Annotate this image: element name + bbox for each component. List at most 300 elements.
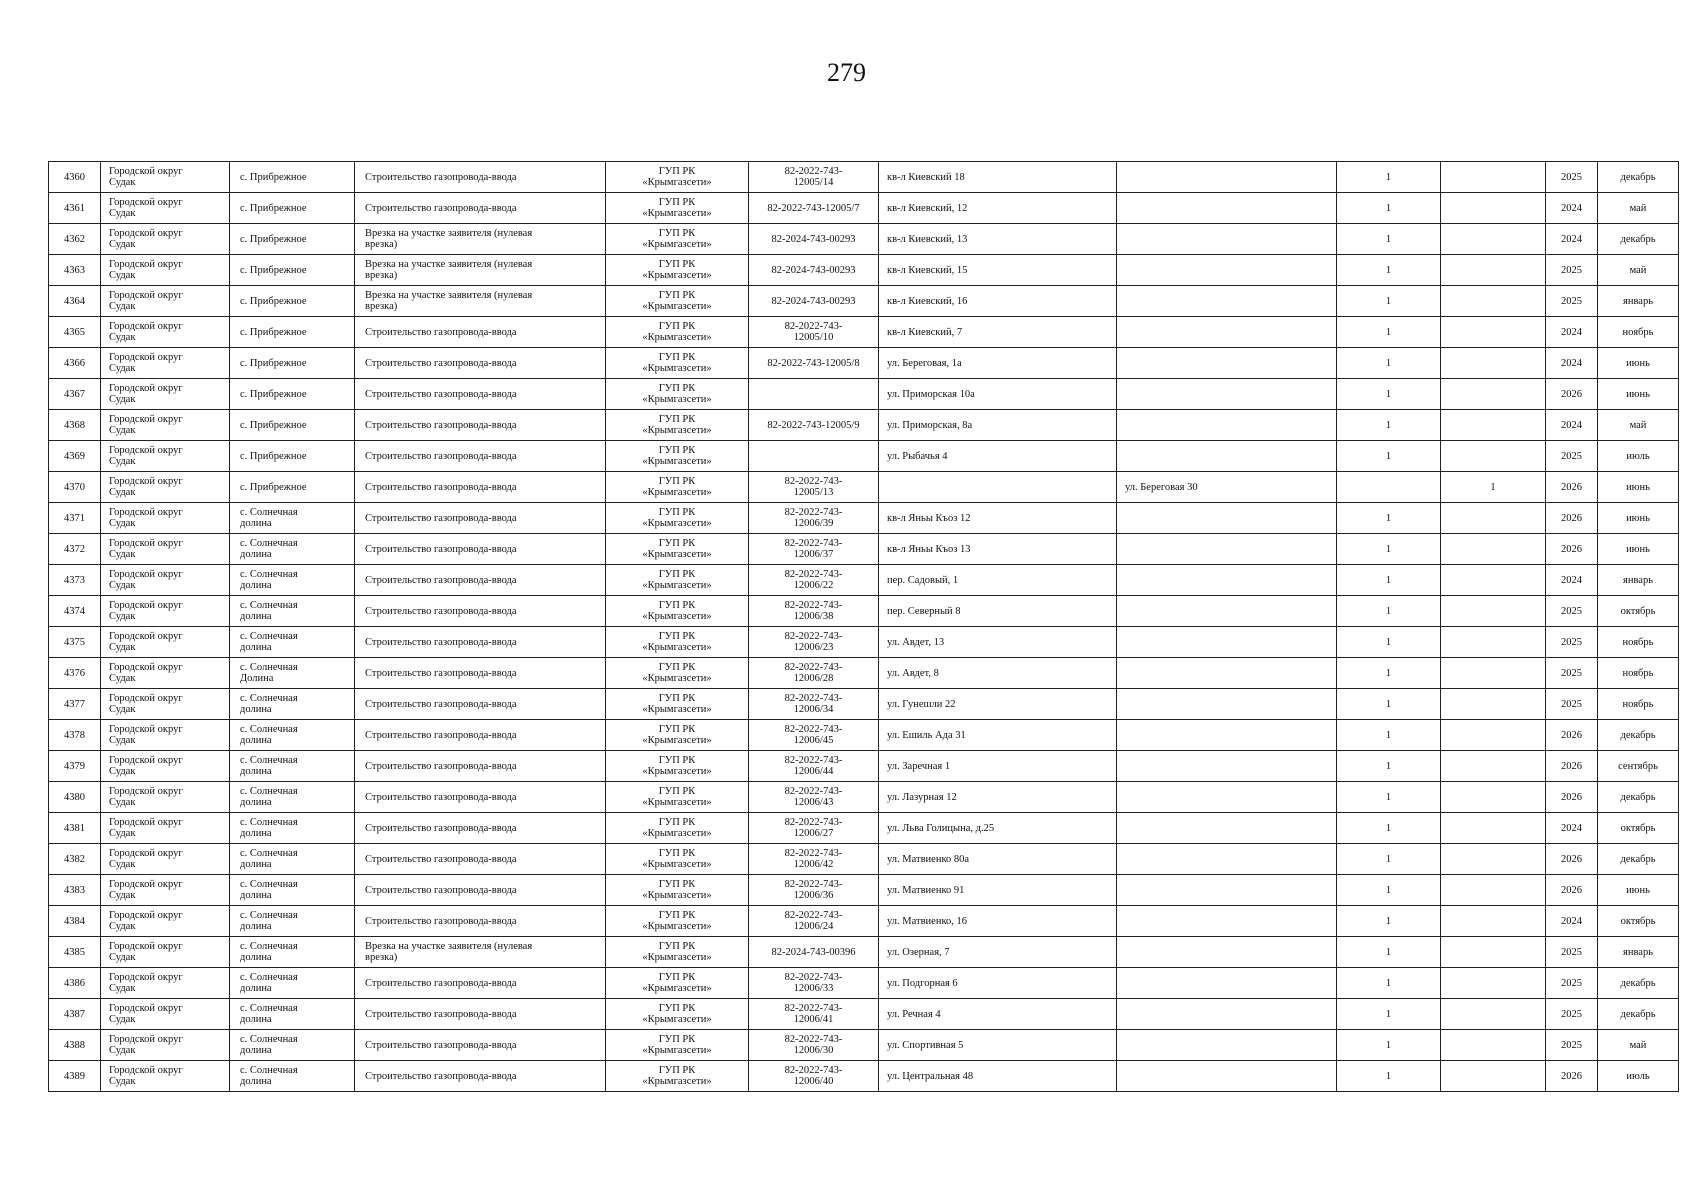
locality-line: с. Солнечная (240, 1065, 298, 1076)
address-cell: ул. Озерная, 7 (879, 937, 1117, 968)
locality-line: с. Прибрежное (240, 357, 307, 369)
count-alt-cell (1441, 937, 1546, 968)
municipality-cell (101, 503, 230, 534)
address-alt-cell (1117, 503, 1337, 534)
count-cell: 1 (1337, 751, 1441, 782)
count-alt-cell (1441, 844, 1546, 875)
count-alt-cell (1441, 813, 1546, 844)
municipality-cell (101, 255, 230, 286)
address-cell: кв-л Киевский, 16 (879, 286, 1117, 317)
locality-line: с. Солнечная (240, 910, 298, 921)
address-alt-cell (1117, 534, 1337, 565)
project-code-cell (749, 627, 879, 658)
row-number-cell: 4371 (49, 503, 101, 534)
work-type-line: Строительство газопровода-ввода (365, 698, 517, 710)
organization-line: ГУП РК (658, 662, 696, 673)
organization-line: «Крымгазсети» (642, 425, 712, 436)
month-cell: июнь (1598, 472, 1679, 503)
table-row (49, 162, 1679, 193)
month-cell: июль (1598, 1061, 1679, 1092)
locality-line: долина (240, 735, 272, 746)
organization-line: ГУП РК (658, 259, 696, 270)
organization-cell (606, 844, 749, 875)
project-code-cell (749, 224, 879, 255)
month-cell: ноябрь (1598, 658, 1679, 689)
municipality-line: Городской округ (109, 848, 183, 859)
municipality-cell (101, 193, 230, 224)
locality-cell (230, 751, 355, 782)
work-type-line: Строительство газопровода-ввода (365, 729, 517, 741)
organization-line: «Крымгазсети» (642, 921, 712, 932)
project-code-cell (749, 875, 879, 906)
locality-line: с. Прибрежное (240, 264, 307, 276)
organization-line: ГУП РК (658, 817, 696, 828)
project-code-cell (749, 968, 879, 999)
municipality-line: Городской округ (109, 197, 183, 208)
organization-line: ГУП РК (658, 538, 696, 549)
row-number-cell: 4365 (49, 317, 101, 348)
work-type-cell (355, 658, 606, 689)
organization-line: ГУП РК (658, 321, 696, 332)
count-alt-cell (1441, 999, 1546, 1030)
work-type-line: Строительство газопровода-ввода (365, 605, 517, 617)
address-cell: ул. Приморская 10а (879, 379, 1117, 410)
locality-line: долина (240, 518, 272, 529)
month-cell: июнь (1598, 379, 1679, 410)
municipality-line: Городской округ (109, 166, 183, 177)
work-type-cell (355, 1061, 606, 1092)
organization-line: «Крымгазсети» (642, 735, 712, 746)
municipality-line: Городской округ (109, 259, 183, 270)
work-type-line: Строительство газопровода-ввода (365, 1008, 517, 1020)
project-code-line: 82-2022-743- (784, 662, 843, 673)
locality-cell (230, 1030, 355, 1061)
project-code-line: 82-2024-743-00293 (771, 295, 856, 307)
address-alt-cell (1117, 751, 1337, 782)
address-alt-cell (1117, 255, 1337, 286)
locality-cell (230, 627, 355, 658)
work-type-line: Строительство газопровода-ввода (365, 543, 517, 555)
locality-line: с. Солнечная (240, 507, 298, 518)
project-code-cell (749, 1061, 879, 1092)
work-type-cell (355, 1030, 606, 1061)
month-cell: октябрь (1598, 906, 1679, 937)
project-code-line: 82-2022-743- (784, 166, 843, 177)
year-cell: 2025 (1546, 441, 1598, 472)
work-type-line: Строительство газопровода-ввода (365, 574, 517, 586)
locality-line: с. Прибрежное (240, 326, 307, 338)
municipality-cell (101, 534, 230, 565)
address-alt-cell (1117, 565, 1337, 596)
municipality-line: Городской округ (109, 600, 183, 611)
count-cell: 1 (1337, 286, 1441, 317)
locality-cell (230, 503, 355, 534)
locality-line: с. Солнечная (240, 600, 298, 611)
address-alt-cell (1117, 1030, 1337, 1061)
year-cell: 2025 (1546, 162, 1598, 193)
project-code-cell (749, 937, 879, 968)
work-type-line: Строительство газопровода-ввода (365, 512, 517, 524)
row-number-cell: 4382 (49, 844, 101, 875)
organization-line: «Крымгазсети» (642, 828, 712, 839)
address-cell: ул. Центральная 48 (879, 1061, 1117, 1092)
address-cell: ул. Спортивная 5 (879, 1030, 1117, 1061)
organization-cell (606, 658, 749, 689)
count-cell: 1 (1337, 224, 1441, 255)
organization-cell (606, 410, 749, 441)
work-type-line: Строительство газопровода-ввода (365, 1070, 517, 1082)
project-code-line: 12005/13 (793, 487, 834, 498)
project-code-cell (749, 844, 879, 875)
project-code-line: 82-2022-743- (784, 476, 843, 487)
address-cell: ул. Заречная 1 (879, 751, 1117, 782)
work-type-cell (355, 286, 606, 317)
row-number-cell: 4381 (49, 813, 101, 844)
address-alt-cell (1117, 968, 1337, 999)
project-code-line: 12006/30 (793, 1045, 834, 1056)
address-alt-cell (1117, 720, 1337, 751)
locality-line: с. Прибрежное (240, 481, 307, 493)
locality-line: с. Солнечная (240, 972, 298, 983)
month-cell: декабрь (1598, 720, 1679, 751)
organization-cell (606, 379, 749, 410)
project-code-cell (749, 565, 879, 596)
work-type-line: Строительство газопровода-ввода (365, 853, 517, 865)
organization-line: «Крымгазсети» (642, 177, 712, 188)
row-number-cell: 4364 (49, 286, 101, 317)
year-cell: 2025 (1546, 689, 1598, 720)
address-alt-cell (1117, 348, 1337, 379)
work-type-line: Строительство газопровода-ввода (365, 450, 517, 462)
project-code-cell (749, 689, 879, 720)
organization-cell (606, 875, 749, 906)
municipality-cell (101, 224, 230, 255)
locality-cell (230, 937, 355, 968)
locality-cell (230, 596, 355, 627)
count-cell: 1 (1337, 813, 1441, 844)
table-row (49, 968, 1679, 999)
work-type-line: Строительство газопровода-ввода (365, 357, 517, 369)
work-type-cell (355, 999, 606, 1030)
page-number: 279 (827, 58, 866, 87)
count-cell: 1 (1337, 782, 1441, 813)
address-cell: пер. Северный 8 (879, 596, 1117, 627)
locality-line: с. Солнечная (240, 1003, 298, 1014)
work-type-line: Строительство газопровода-ввода (365, 171, 517, 183)
organization-line: «Крымгазсети» (642, 1076, 712, 1087)
row-number-cell: 4372 (49, 534, 101, 565)
count-cell: 1 (1337, 379, 1441, 410)
organization-line: «Крымгазсети» (642, 797, 712, 808)
project-code-line: 12006/44 (793, 766, 834, 777)
row-number-cell: 4383 (49, 875, 101, 906)
work-type-line: Строительство газопровода-ввода (365, 822, 517, 834)
municipality-line: Судак (109, 735, 136, 746)
organization-line: «Крымгазсети» (642, 890, 712, 901)
project-code-cell (749, 813, 879, 844)
locality-line: долина (240, 797, 272, 808)
count-alt-cell (1441, 410, 1546, 441)
project-code-line: 82-2022-743- (784, 321, 843, 332)
table-row (49, 348, 1679, 379)
row-number-cell: 4368 (49, 410, 101, 441)
municipality-cell (101, 813, 230, 844)
work-type-line: Врезка на участке заявителя (нулевая (365, 259, 533, 270)
locality-line: с. Солнечная (240, 1034, 298, 1045)
organization-cell (606, 286, 749, 317)
locality-cell (230, 689, 355, 720)
work-type-line: Строительство газопровода-ввода (365, 1039, 517, 1051)
organization-cell (606, 472, 749, 503)
month-cell: январь (1598, 286, 1679, 317)
year-cell: 2026 (1546, 1061, 1598, 1092)
table-row (49, 379, 1679, 410)
row-number-cell: 4361 (49, 193, 101, 224)
project-code-line: 82-2022-743- (784, 786, 843, 797)
table-row (49, 503, 1679, 534)
municipality-line: Судак (109, 487, 136, 498)
locality-line: с. Прибрежное (240, 202, 307, 214)
count-alt-cell (1441, 1030, 1546, 1061)
locality-cell (230, 348, 355, 379)
project-code-cell (749, 720, 879, 751)
municipality-line: Городской округ (109, 476, 183, 487)
work-type-line: врезка) (365, 270, 398, 281)
work-type-cell (355, 968, 606, 999)
address-alt-cell (1117, 162, 1337, 193)
locality-cell (230, 162, 355, 193)
organization-cell (606, 720, 749, 751)
organization-line: ГУП РК (658, 383, 696, 394)
municipality-line: Судак (109, 394, 136, 405)
row-number-cell: 4384 (49, 906, 101, 937)
locality-line: долина (240, 611, 272, 622)
row-number-cell: 4380 (49, 782, 101, 813)
table-row (49, 286, 1679, 317)
year-cell: 2024 (1546, 193, 1598, 224)
organization-line: «Крымгазсети» (642, 611, 712, 622)
municipality-line: Городской округ (109, 631, 183, 642)
municipality-line: Судак (109, 766, 136, 777)
address-cell: ул. Матвиенко 80а (879, 844, 1117, 875)
count-alt-cell (1441, 596, 1546, 627)
project-code-line: 82-2022-743-12005/8 (767, 357, 860, 369)
municipality-line: Городской округ (109, 1003, 183, 1014)
work-type-cell (355, 596, 606, 627)
project-code-cell (749, 162, 879, 193)
gas-connection-register-table (48, 161, 1679, 1092)
project-code-line: 12006/41 (793, 1014, 834, 1025)
work-type-line: Строительство газопровода-ввода (365, 884, 517, 896)
organization-line: «Крымгазсети» (642, 518, 712, 529)
count-alt-cell (1441, 255, 1546, 286)
municipality-line: Городской округ (109, 507, 183, 518)
locality-line: с. Солнечная (240, 879, 298, 890)
month-cell: декабрь (1598, 968, 1679, 999)
count-alt-cell (1441, 1061, 1546, 1092)
project-code-line: 12006/38 (793, 611, 834, 622)
row-number-cell: 4388 (49, 1030, 101, 1061)
count-cell: 1 (1337, 162, 1441, 193)
locality-cell (230, 255, 355, 286)
table-row (49, 844, 1679, 875)
municipality-cell (101, 844, 230, 875)
locality-cell (230, 441, 355, 472)
locality-line: долина (240, 1045, 272, 1056)
year-cell: 2025 (1546, 596, 1598, 627)
municipality-cell (101, 720, 230, 751)
municipality-line: Судак (109, 704, 136, 715)
year-cell: 2025 (1546, 937, 1598, 968)
count-cell: 1 (1337, 968, 1441, 999)
address-alt-cell (1117, 782, 1337, 813)
municipality-line: Городской округ (109, 662, 183, 673)
address-alt-cell (1117, 286, 1337, 317)
municipality-line: Судак (109, 797, 136, 808)
row-number-cell: 4362 (49, 224, 101, 255)
month-cell: январь (1598, 565, 1679, 596)
municipality-line: Городской округ (109, 1034, 183, 1045)
address-alt-cell (1117, 813, 1337, 844)
municipality-line: Судак (109, 518, 136, 529)
locality-line: с. Солнечная (240, 662, 298, 673)
locality-cell (230, 906, 355, 937)
municipality-cell (101, 596, 230, 627)
municipality-line: Городской округ (109, 414, 183, 425)
organization-line: «Крымгазсети» (642, 673, 712, 684)
organization-line: ГУП РК (658, 197, 696, 208)
row-number-cell: 4385 (49, 937, 101, 968)
project-code-line: 82-2022-743- (784, 693, 843, 704)
project-code-cell (749, 906, 879, 937)
municipality-line: Городской округ (109, 910, 183, 921)
work-type-line: Строительство газопровода-ввода (365, 760, 517, 772)
municipality-line: Городской округ (109, 1065, 183, 1076)
year-cell: 2026 (1546, 844, 1598, 875)
month-cell: июнь (1598, 348, 1679, 379)
project-code-cell (749, 596, 879, 627)
table-row (49, 751, 1679, 782)
address-cell: ул. Гунешли 22 (879, 689, 1117, 720)
project-code-cell (749, 193, 879, 224)
municipality-cell (101, 937, 230, 968)
work-type-line: Строительство газопровода-ввода (365, 326, 517, 338)
project-code-cell (749, 999, 879, 1030)
project-code-line: 82-2022-743- (784, 724, 843, 735)
work-type-cell (355, 255, 606, 286)
organization-line: ГУП РК (658, 1065, 696, 1076)
organization-line: ГУП РК (658, 941, 696, 952)
count-alt-cell (1441, 379, 1546, 410)
project-code-line: 82-2022-743- (784, 507, 843, 518)
address-cell: ул. Матвиенко, 16 (879, 906, 1117, 937)
project-code-line: 12006/43 (793, 797, 834, 808)
work-type-cell (355, 720, 606, 751)
project-code-cell (749, 379, 879, 410)
row-number-cell: 4363 (49, 255, 101, 286)
work-type-cell (355, 627, 606, 658)
count-alt-cell (1441, 720, 1546, 751)
locality-line: с. Солнечная (240, 724, 298, 735)
work-type-line: Строительство газопровода-ввода (365, 667, 517, 679)
work-type-cell (355, 472, 606, 503)
work-type-line: врезка) (365, 301, 398, 312)
address-cell: ул. Приморская, 8а (879, 410, 1117, 441)
row-number-cell: 4370 (49, 472, 101, 503)
locality-line: с. Солнечная (240, 817, 298, 828)
project-code-line: 12006/42 (793, 859, 834, 870)
organization-cell (606, 162, 749, 193)
municipality-line: Городской округ (109, 724, 183, 735)
locality-line: Долина (240, 673, 274, 684)
table-row (49, 627, 1679, 658)
organization-line: «Крымгазсети» (642, 456, 712, 467)
locality-cell (230, 999, 355, 1030)
table-body (49, 162, 1679, 1092)
address-alt-cell (1117, 658, 1337, 689)
address-alt-cell (1117, 317, 1337, 348)
municipality-line: Судак (109, 673, 136, 684)
month-cell: декабрь (1598, 844, 1679, 875)
month-cell: октябрь (1598, 813, 1679, 844)
municipality-cell (101, 627, 230, 658)
work-type-cell (355, 162, 606, 193)
work-type-cell (355, 224, 606, 255)
address-alt-cell (1117, 224, 1337, 255)
count-alt-cell (1441, 565, 1546, 596)
municipality-line: Судак (109, 456, 136, 467)
table-row (49, 782, 1679, 813)
municipality-line: Судак (109, 363, 136, 374)
address-alt-cell: ул. Береговая 30 (1117, 472, 1337, 503)
work-type-line: Врезка на участке заявителя (нулевая (365, 228, 533, 239)
month-cell: декабрь (1598, 162, 1679, 193)
count-cell: 1 (1337, 317, 1441, 348)
locality-line: с. Прибрежное (240, 388, 307, 400)
project-code-cell (749, 658, 879, 689)
year-cell: 2025 (1546, 286, 1598, 317)
address-cell: кв-л Киевский 18 (879, 162, 1117, 193)
project-code-line: 12006/34 (793, 704, 834, 715)
municipality-line: Городской округ (109, 972, 183, 983)
municipality-line: Судак (109, 859, 136, 870)
address-alt-cell (1117, 1061, 1337, 1092)
year-cell: 2025 (1546, 999, 1598, 1030)
address-cell: ул. Рыбачья 4 (879, 441, 1117, 472)
count-cell: 1 (1337, 844, 1441, 875)
count-cell: 1 (1337, 193, 1441, 224)
organization-cell (606, 317, 749, 348)
row-number-cell: 4386 (49, 968, 101, 999)
project-code-cell (749, 286, 879, 317)
work-type-cell (355, 689, 606, 720)
project-code-line: 82-2024-743-00293 (771, 264, 856, 276)
table-row (49, 410, 1679, 441)
row-number-cell: 4378 (49, 720, 101, 751)
project-code-cell (749, 317, 879, 348)
locality-line: долина (240, 828, 272, 839)
municipality-line: Судак (109, 1014, 136, 1025)
project-code-line: 12005/10 (793, 332, 834, 343)
project-code-line: 12006/27 (793, 828, 834, 839)
organization-line: «Крымгазсети» (642, 394, 712, 405)
address-cell: ул. Лазурная 12 (879, 782, 1117, 813)
municipality-cell (101, 906, 230, 937)
municipality-cell (101, 441, 230, 472)
work-type-cell (355, 844, 606, 875)
address-cell (879, 472, 1117, 503)
project-code-line: 82-2022-743- (784, 848, 843, 859)
